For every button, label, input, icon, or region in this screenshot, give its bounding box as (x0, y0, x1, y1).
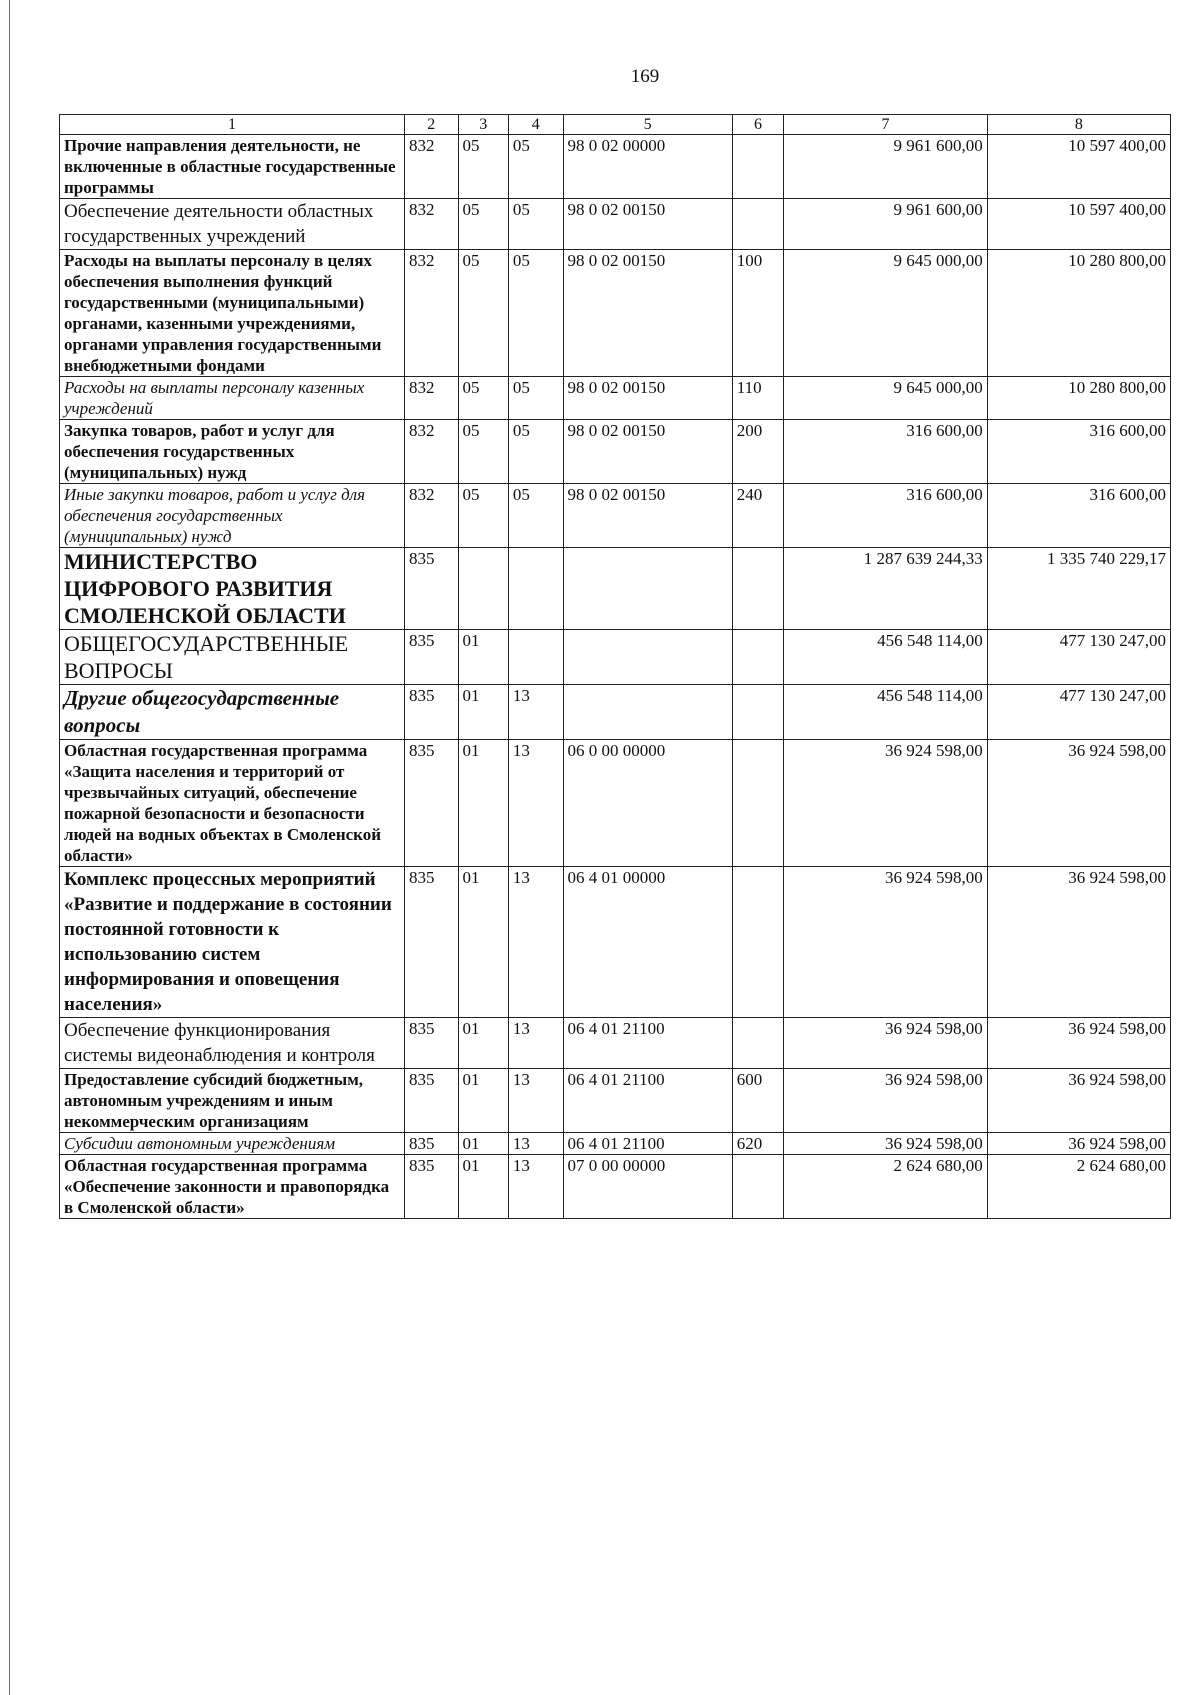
section-code: 01 (458, 1069, 508, 1133)
amount-year-2: 36 924 598,00 (987, 867, 1170, 1018)
budget-table (59, 114, 1171, 1219)
table-row (60, 484, 1171, 548)
subsection-code: 13 (508, 1018, 563, 1069)
amount-year-1: 456 548 114,00 (784, 630, 988, 685)
table-row (60, 548, 1171, 630)
table-row (60, 377, 1171, 420)
table-row (60, 740, 1171, 867)
target-article-code: 06 4 01 21100 (563, 1018, 732, 1069)
item-name: Обеспечение функционирования системы видеонаблюдения и контроля (60, 1018, 405, 1069)
column-header: 1 (60, 115, 405, 135)
table-row (60, 1069, 1171, 1133)
amount-year-1: 316 600,00 (784, 484, 988, 548)
amount-year-2: 477 130 247,00 (987, 685, 1170, 740)
amount-year-2: 1 335 740 229,17 (987, 548, 1170, 630)
amount-year-2: 36 924 598,00 (987, 1069, 1170, 1133)
subsection-code: 13 (508, 740, 563, 867)
section-code: 05 (458, 250, 508, 377)
column-header: 4 (508, 115, 563, 135)
admin-code: 835 (404, 685, 458, 740)
subsection-code: 05 (508, 199, 563, 250)
table-row (60, 1133, 1171, 1155)
amount-year-2: 2 624 680,00 (987, 1155, 1170, 1219)
amount-year-1: 36 924 598,00 (784, 867, 988, 1018)
target-article-code: 98 0 02 00150 (563, 199, 732, 250)
admin-code: 832 (404, 135, 458, 199)
column-number-row (60, 115, 1171, 135)
amount-year-2: 10 280 800,00 (987, 377, 1170, 420)
column-header: 8 (987, 115, 1170, 135)
subsection-code: 05 (508, 377, 563, 420)
admin-code: 835 (404, 630, 458, 685)
target-article-code: 98 0 02 00000 (563, 135, 732, 199)
subsection-code: 13 (508, 685, 563, 740)
amount-year-1: 456 548 114,00 (784, 685, 988, 740)
target-article-code: 98 0 02 00150 (563, 484, 732, 548)
amount-year-2: 10 280 800,00 (987, 250, 1170, 377)
target-article-code: 07 0 00 00000 (563, 1155, 732, 1219)
section-code: 05 (458, 484, 508, 548)
section-code: 01 (458, 1018, 508, 1069)
target-article-code (563, 685, 732, 740)
amount-year-1: 9 645 000,00 (784, 377, 988, 420)
amount-year-2: 10 597 400,00 (987, 135, 1170, 199)
target-article-code (563, 630, 732, 685)
subsection-code: 13 (508, 1069, 563, 1133)
section-code: 01 (458, 685, 508, 740)
item-name: ОБЩЕГОСУДАРСТВЕННЫЕ ВОПРОСЫ (60, 630, 405, 685)
section-code: 05 (458, 420, 508, 484)
amount-year-1: 36 924 598,00 (784, 1133, 988, 1155)
expense-type-code (732, 630, 783, 685)
admin-code: 832 (404, 199, 458, 250)
amount-year-1: 36 924 598,00 (784, 1018, 988, 1069)
section-code (458, 548, 508, 630)
admin-code: 835 (404, 1018, 458, 1069)
expense-type-code (732, 135, 783, 199)
item-name: Субсидии автономным учреждениям (60, 1133, 405, 1155)
column-header: 6 (732, 115, 783, 135)
amount-year-2: 36 924 598,00 (987, 1018, 1170, 1069)
column-header: 2 (404, 115, 458, 135)
table-row (60, 135, 1171, 199)
column-header: 3 (458, 115, 508, 135)
expense-type-code: 200 (732, 420, 783, 484)
amount-year-1: 2 624 680,00 (784, 1155, 988, 1219)
subsection-code: 05 (508, 420, 563, 484)
target-article-code: 98 0 02 00150 (563, 420, 732, 484)
expense-type-code: 110 (732, 377, 783, 420)
subsection-code (508, 548, 563, 630)
section-code: 05 (458, 377, 508, 420)
target-article-code: 06 4 01 21100 (563, 1133, 732, 1155)
target-article-code: 98 0 02 00150 (563, 377, 732, 420)
subsection-code: 05 (508, 484, 563, 548)
admin-code: 835 (404, 1133, 458, 1155)
target-article-code: 98 0 02 00150 (563, 250, 732, 377)
section-code: 01 (458, 1155, 508, 1219)
subsection-code: 05 (508, 250, 563, 377)
admin-code: 835 (404, 740, 458, 867)
column-header: 7 (784, 115, 988, 135)
expense-type-code (732, 1155, 783, 1219)
subsection-code: 05 (508, 135, 563, 199)
target-article-code: 06 4 01 21100 (563, 1069, 732, 1133)
amount-year-1: 36 924 598,00 (784, 1069, 988, 1133)
left-margin-line (9, 0, 10, 1695)
expense-type-code (732, 867, 783, 1018)
subsection-code: 13 (508, 867, 563, 1018)
expense-type-code: 240 (732, 484, 783, 548)
amount-year-1: 9 645 000,00 (784, 250, 988, 377)
expense-type-code: 600 (732, 1069, 783, 1133)
item-name: МИНИСТЕРСТВО ЦИФРОВОГО РАЗВИТИЯ СМОЛЕНСКОЙ ОБЛАСТИ (60, 548, 405, 630)
item-name: Предоставление субсидий бюджетным, автономным учреждениям и иным некоммерческим организациям (60, 1069, 405, 1133)
amount-year-2: 477 130 247,00 (987, 630, 1170, 685)
section-code: 01 (458, 867, 508, 1018)
subsection-code: 13 (508, 1155, 563, 1219)
page-number: 169 (630, 66, 660, 87)
table-row (60, 867, 1171, 1018)
amount-year-1: 36 924 598,00 (784, 740, 988, 867)
section-code: 05 (458, 199, 508, 250)
table-row (60, 1018, 1171, 1069)
table-row (60, 199, 1171, 250)
admin-code: 835 (404, 548, 458, 630)
target-article-code (563, 548, 732, 630)
amount-year-1: 1 287 639 244,33 (784, 548, 988, 630)
admin-code: 832 (404, 484, 458, 548)
section-code: 01 (458, 740, 508, 867)
table-row (60, 250, 1171, 377)
section-code: 05 (458, 135, 508, 199)
amount-year-1: 9 961 600,00 (784, 135, 988, 199)
expense-type-code (732, 199, 783, 250)
section-code: 01 (458, 630, 508, 685)
item-name: Расходы на выплаты персоналу казенных учреждений (60, 377, 405, 420)
amount-year-2: 316 600,00 (987, 420, 1170, 484)
expense-type-code: 100 (732, 250, 783, 377)
table-row (60, 420, 1171, 484)
table-row (60, 630, 1171, 685)
amount-year-1: 316 600,00 (784, 420, 988, 484)
column-header: 5 (563, 115, 732, 135)
subsection-code: 13 (508, 1133, 563, 1155)
item-name: Обеспечение деятельности областных государственных учреждений (60, 199, 405, 250)
amount-year-2: 36 924 598,00 (987, 1133, 1170, 1155)
section-code: 01 (458, 1133, 508, 1155)
admin-code: 832 (404, 250, 458, 377)
admin-code: 832 (404, 420, 458, 484)
expense-type-code (732, 1018, 783, 1069)
amount-year-2: 36 924 598,00 (987, 740, 1170, 867)
target-article-code: 06 4 01 00000 (563, 867, 732, 1018)
item-name: Другие общегосударственные вопросы (60, 685, 405, 740)
item-name: Областная государственная программа «Защита населения и территорий от чрезвычайных ситуаций, обеспечение пожарной безопасности и безопасности людей на водных объектах в Смоленской области» (60, 740, 405, 867)
item-name: Областная государственная программа «Обеспечение законности и правопорядка в Смоленской области» (60, 1155, 405, 1219)
amount-year-1: 9 961 600,00 (784, 199, 988, 250)
admin-code: 832 (404, 377, 458, 420)
admin-code: 835 (404, 867, 458, 1018)
amount-year-2: 316 600,00 (987, 484, 1170, 548)
admin-code: 835 (404, 1069, 458, 1133)
amount-year-2: 10 597 400,00 (987, 199, 1170, 250)
item-name: Иные закупки товаров, работ и услуг для обеспечения государственных (муниципальных) нужд (60, 484, 405, 548)
item-name: Прочие направления деятельности, не включенные в областные государственные программы (60, 135, 405, 199)
subsection-code (508, 630, 563, 685)
admin-code: 835 (404, 1155, 458, 1219)
expense-type-code (732, 548, 783, 630)
target-article-code: 06 0 00 00000 (563, 740, 732, 867)
table-row (60, 1155, 1171, 1219)
item-name: Закупка товаров, работ и услуг для обеспечения государственных (муниципальных) нужд (60, 420, 405, 484)
expense-type-code (732, 685, 783, 740)
item-name: Комплекс процессных мероприятий «Развитие и поддержание в состоянии постоянной готовности к использованию систем информирования и оповещения населения» (60, 867, 405, 1018)
expense-type-code: 620 (732, 1133, 783, 1155)
item-name: Расходы на выплаты персоналу в целях обеспечения выполнения функций государственными (муниципальными) органами, казенными учреждениями, органами управления государственными внебюджетными фондами (60, 250, 405, 377)
table-row (60, 685, 1171, 740)
expense-type-code (732, 740, 783, 867)
